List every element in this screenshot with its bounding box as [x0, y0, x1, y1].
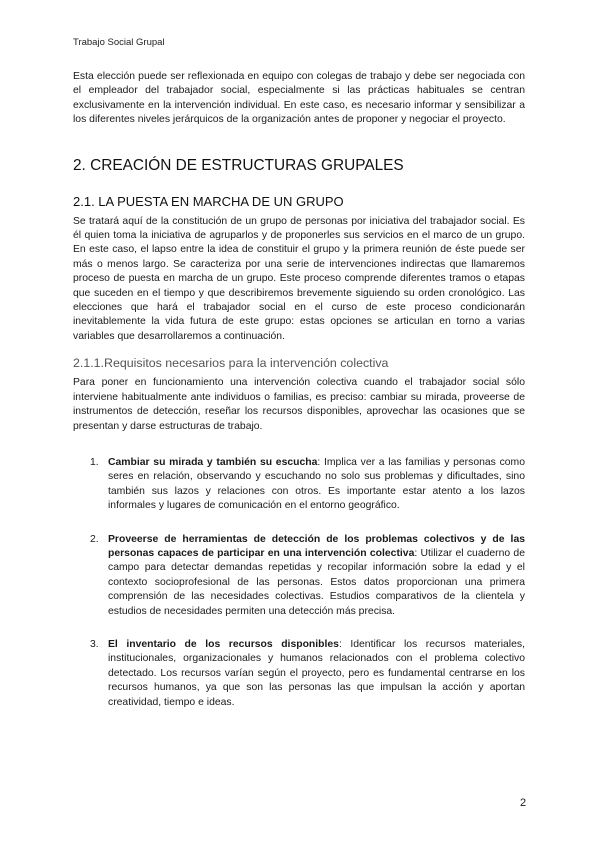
intro-paragraph: Esta elección puede ser reflexionada en equipo con colegas de trabajo y debe ser negociada con el empleador del trabajador social, especialmente si las prácticas habituales se centran exclusivamente en la intervención individual. En este caso, es necesario informar y sensibilizar a los diferentes niveles jerárquicos de la organización antes de proponer y negociar el proyecto.	[73, 71, 525, 126]
list-item	[90, 456, 525, 514]
running-header: Trabajo Social Grupal	[73, 37, 165, 48]
list-item-number: 1.	[90, 456, 99, 468]
list-item-bold-lead: Cambiar su mirada y también su escucha	[108, 456, 318, 468]
list-item	[90, 638, 525, 710]
list-item-text: : Identificar los recursos materiales, institucionales, organizacionales y humanos relacionados con el problema colectivo detectado. Los recursos varían según el proyecto, pero es fundamental centrarse en los recursos humanos, ya que son las personas las que impulsan la acción y aportan creatividad, tiempo e ideas.	[108, 638, 525, 708]
subsubsection-paragraph: Para poner en funcionamiento una intervención colectiva cuando el trabajador social sólo interviene habitualmente ante individuos o familias, es preciso: cambiar su mirada, proveerse de instrumentos de detección, reseñar los recursos disponibles, aprovechar las ocasiones que se presentan y darse estructuras de trabajo.	[73, 377, 525, 432]
list-item-number: 2.	[90, 533, 99, 545]
page-content	[73, 70, 525, 729]
subsection-heading: 2.1. LA PUESTA EN MARCHA DE UN GRUPO	[73, 193, 344, 209]
list-item-text: : Utilizar el cuaderno de campo para detectar demandas repetidas y recopilar información sobre la edad y el contexto socioprofesional de las personas. Estos datos proporcionan una primera comprensión de las necesidades colectivas. Estudios comparativos de la clientela y estudios de necesidades permiten una detección más precisa.	[108, 547, 525, 617]
list-item-number: 3.	[90, 638, 99, 650]
section-heading: 2. CREACIÓN DE ESTRUCTURAS GRUPALES	[73, 156, 404, 174]
list-item-bold-lead: Proveerse de herramientas de detección de los problemas colectivos y de las personas capaces de participar en una intervención colectiva	[108, 533, 525, 559]
list-item	[90, 533, 525, 619]
subsection-paragraph: Se tratará aquí de la constitución de un grupo de personas por iniciativa del trabajador social. Es él quien toma la iniciativa de agruparlos y de proponerles sus servicios en el marco de un grupo. En este caso, el lapso entre la idea de constituir el grupo y la primera reunión de éste puede ser más o menos largo. Se caracteriza por una serie de intervenciones indirectas que llamaremos proceso de puesta en marcha de un grupo. Este proceso comprende diferentes tramos o etapas que suceden en el tiempo y que describiremos brevemente siguiendo su orden cronológico. Las elecciones que hará el trabajador social en el curso de este proceso condicionarán inevitablemente la vida futura de este grupo: estas opciones se articulan en torno a varias variables que desarrollaremos a continuación.	[73, 215, 525, 342]
requirements-list	[73, 456, 525, 710]
subsubsection-heading: 2.1.1.Requisitos necesarios para la intervención colectiva	[73, 356, 389, 371]
page-number: 2	[520, 797, 527, 809]
list-item-bold-lead: El inventario de los recursos disponibles	[108, 638, 339, 650]
list-item-text: : Implica ver a las familias y personas como seres en relación, observando y escuchando no solo sus problemas y dificultades, sino también sus lazos y relaciones con otros. Es importante estar atento a los lazos informales y lugares de comunicación en el entorno geográfico.	[108, 456, 525, 512]
